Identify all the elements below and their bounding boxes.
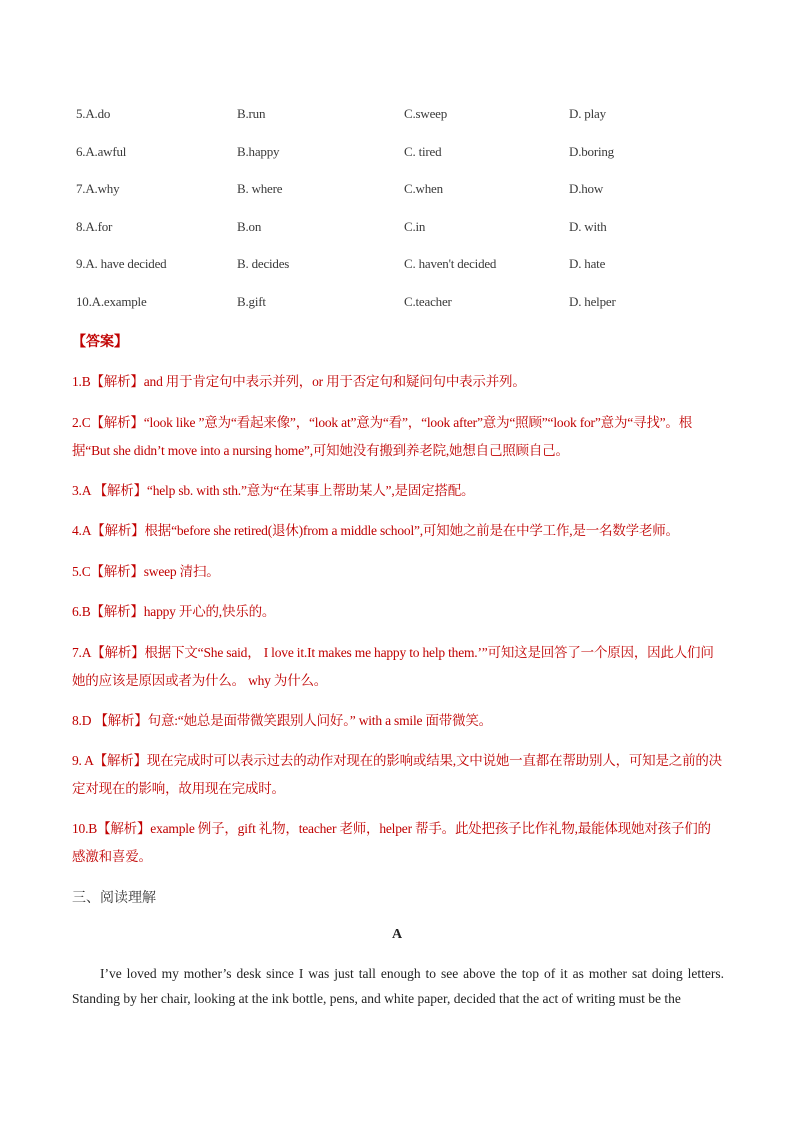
explanation-6: 6.B【解析】happy 开心的,快乐的。	[72, 604, 276, 619]
option-row	[76, 181, 736, 219]
explanation-8: 8.D 【解析】句意:“她总是面带微笑跟别人问好。” with a smile 面带微笑。	[72, 713, 492, 728]
explanation-9: 9. A【解析】现在完成时可以表示过去的动作对现在的影响或结果,文中说她一直都在帮助别人，可知是之前的决定对现在的影响，故用现在完成时。	[72, 753, 722, 796]
explanation-3: 3.A 【解析】“help sb. with sth.”意为“在某事上帮助某人”,是固定搭配。	[72, 483, 475, 498]
option-a: 8.A.for	[76, 218, 113, 234]
option-row	[76, 144, 736, 182]
explanation-2: 2.C【解析】“look like ”意为“看起来像”，“look at”意为“看”，“look after”意为“照顾”“look for”意为“寻找”。根据“But she didn’t move into a nursing home”,可知她没有搬到养老院,她想自己照顾自己。	[72, 415, 693, 458]
answer-heading: 【答案】	[72, 335, 128, 350]
option-d: D.how	[569, 181, 604, 196]
option-d: D. play	[569, 106, 606, 121]
option-c: C.when	[404, 181, 443, 196]
passage-title: A	[391, 927, 403, 942]
option-b: B.on	[237, 218, 262, 234]
option-row	[76, 294, 736, 332]
option-c: C. haven't decided	[404, 256, 497, 271]
option-c: C.sweep	[404, 106, 448, 121]
explanation-7: 7.A【解析】根据下文“She said， I love it.It makes me happy to help them.’”可知这是回答了一个原因，因此人们问她的应该是原因或者为什么。 why 为什么。	[72, 645, 714, 688]
explanation-1: 1.B【解析】and 用于肯定句中表示并列，or 用于否定句和疑问句中表示并列。	[72, 374, 526, 389]
option-a: 7.A.why	[76, 181, 120, 196]
option-b: B. decides	[237, 256, 290, 271]
option-c: C.in	[404, 218, 426, 234]
option-b: B. where	[237, 181, 283, 196]
option-d: D. helper	[569, 293, 616, 309]
option-b: B.gift	[237, 293, 266, 309]
option-a: 10.A.example	[76, 293, 147, 309]
option-a: 5.A.do	[76, 106, 111, 121]
explanation-4: 4.A【解析】根据“before she retired(退休)from a middle school”,可知她之前是在中学工作,是一名数学老师。	[72, 523, 679, 538]
options-table	[76, 106, 736, 331]
option-d: D. hate	[569, 256, 606, 271]
option-c: C.teacher	[404, 293, 452, 309]
option-a: 9.A. have decided	[76, 256, 167, 271]
option-b: B.happy	[237, 143, 280, 159]
explanation-10: 10.B【解析】example 例子，gift 礼物，teacher 老师，helper 帮手。此处把孩子比作礼物,最能体现她对孩子们的感激和喜爱。	[72, 821, 711, 864]
option-c: C. tired	[404, 143, 442, 159]
passage-text: I’ve loved my mother’s desk since I was just tall enough to see above the top of it as mother sat doing letters. Standing by her chair, looking at the ink bottle, pens, and white paper, decided that the act of writing must be the	[72, 966, 724, 1006]
option-d: D. with	[569, 218, 607, 234]
option-row	[76, 256, 736, 294]
explanation-5: 5.C【解析】sweep 清扫。	[72, 564, 220, 579]
option-row	[76, 219, 736, 257]
option-d: D.boring	[569, 143, 614, 159]
option-a: 6.A.awful	[76, 143, 127, 159]
option-b: B.run	[237, 106, 266, 121]
option-row	[76, 106, 736, 144]
section-title: 三、阅读理解	[72, 891, 156, 906]
